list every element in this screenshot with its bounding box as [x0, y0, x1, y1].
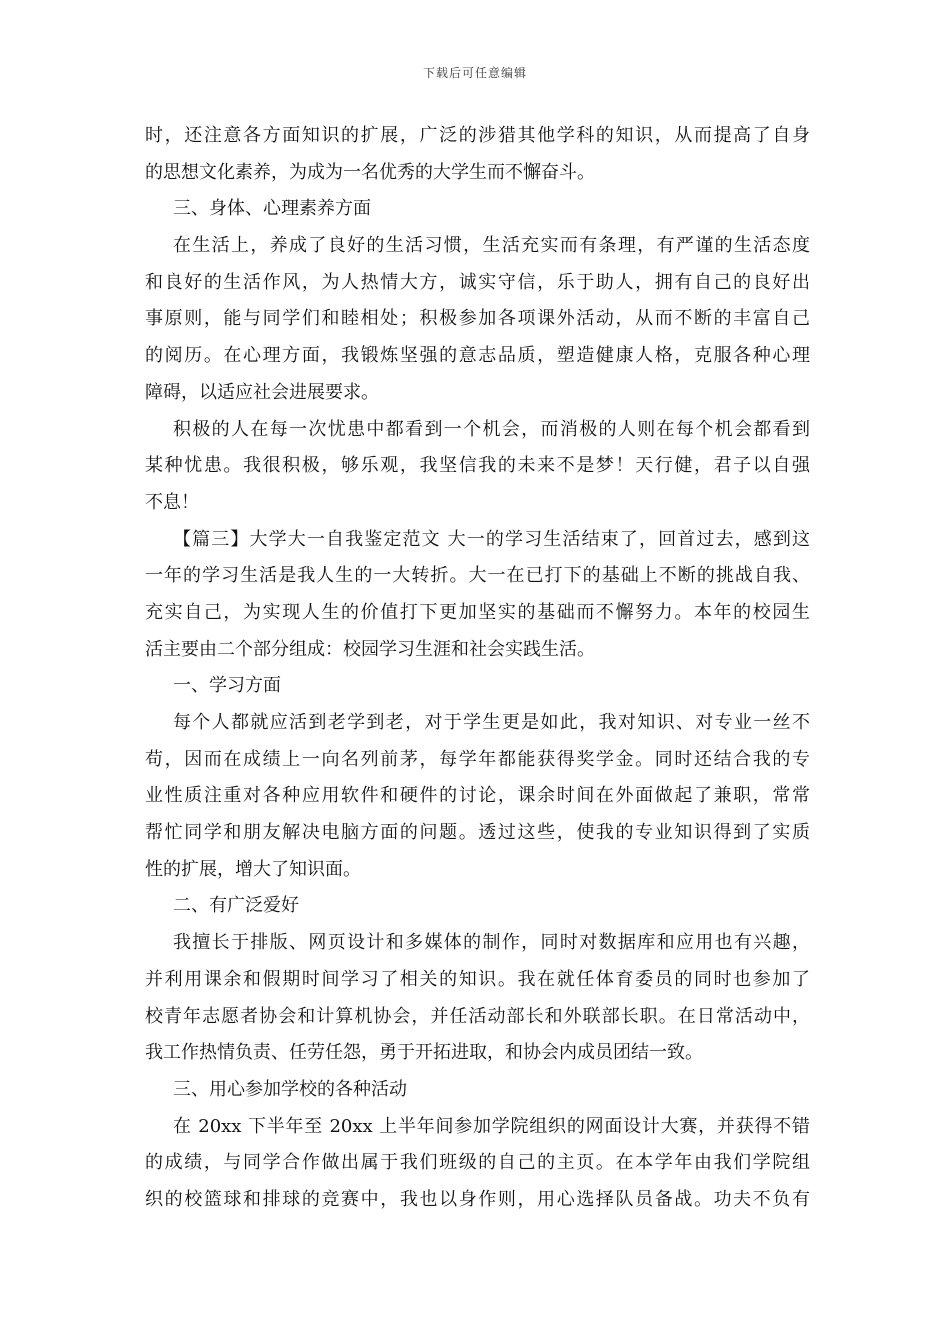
text-line: 每个人都就应活到老学到老，对于学生更是如此，我对知识、对专业一丝不 [173, 712, 810, 733]
text-line: 三、身体、心理素养方面 [173, 198, 371, 220]
text-line: 的阅历。在心理方面，我锻炼坚强的意志品质，塑造健康人格，克服各种心理 [145, 345, 810, 367]
text-line: 二、有广泛爱好 [173, 895, 299, 917]
text-line: 在生活上，养成了良好的生活习惯，生活充实而有条理，有严谨的生活态度 [173, 235, 810, 257]
text-line: 三、用心参加学校的各种活动 [173, 1078, 407, 1100]
text-line: 充实自己，为实现人生的价值打下更加坚实的基础而不懈努力。本年的校园生 [145, 601, 810, 623]
text-line: 并利用课余和假期时间学习了相关的知识。我在就任体育委员的同时也参加了 [145, 968, 810, 990]
text-line: 性的扩展，增大了知识面。 [145, 858, 361, 880]
text-line: 在 20xx 下半年至 20xx 上半年间参加学院组织的网面设计大赛，并获得不错 [173, 1115, 810, 1137]
text-line: 我擅长于排版、网页设计和多媒体的制作，同时对数据库和应用也有兴趣， [173, 932, 810, 954]
text-line: 校青年志愿者协会和计算机协会，并任活动部长和外联部长职。在日常活动中， [145, 1005, 810, 1027]
text-line: 某种忧患。我很积极，够乐观，我坚信我的未来不是梦！天行健，君子以自强 [145, 455, 810, 477]
text-line: 【篇三】大学大一自我鉴定范文 大一的学习生活结束了，回首过去，感到这 [173, 528, 810, 550]
text-line: 的成绩，与同学合作做出属于我们班级的自己的主页。在本学年由我们学院组 [145, 1152, 810, 1174]
text-line: 帮忙同学和朋友解决电脑方面的问题。透过这些，使我的专业知识得到了实质 [145, 822, 810, 844]
text-line: 一年的学习生活是我人生的一大转折。大一在已打下的基础上不断的挑战自我、 [145, 565, 810, 587]
text-line: 一、学习方面 [173, 675, 281, 697]
text-line: 我工作热情负责、任劳任怨，勇于开拓进取，和协会内成员团结一致。 [145, 1042, 703, 1064]
text-line: 活主要由二个部分组成：校园学习生涯和社会实践生活。 [145, 638, 595, 660]
text-line: 事原则，能与同学们和睦相处；积极参加各项课外活动，从而不断的丰富自己 [145, 308, 810, 330]
text-line: 苟，因而在成绩上一向名列前茅，每学年都能获得奖学金。同时还结合我的专 [145, 748, 810, 770]
text-line: 积极的人在每一次忧患中都看到一个机会，而消极的人则在每个机会都看到 [173, 418, 810, 440]
text-line: 的思想文化素养，为成为一名优秀的大学生而不懈奋斗。 [145, 161, 595, 183]
text-line: 和良好的生活作风，为人热情大方，诚实守信，乐于助人，拥有自己的良好出 [145, 271, 810, 293]
text-line: 织的校篮球和排球的竞赛中，我也以身作则，用心选择队员备战。功夫不负有 [145, 1188, 810, 1210]
page-header: 下载后可任意编辑 [422, 66, 527, 80]
text-line: 时，还注意各方面知识的扩展，广泛的涉猎其他学科的知识，从而提高了自身 [145, 125, 810, 146]
text-line: 障碍，以适应社会进展要求。 [145, 381, 379, 403]
text-line: 不息！ [145, 491, 199, 513]
document-body [145, 118, 810, 1219]
text-line: 业性质注重对各种应用软件和硬件的讨论，课余时间在外面做起了兼职，常常 [145, 785, 810, 807]
